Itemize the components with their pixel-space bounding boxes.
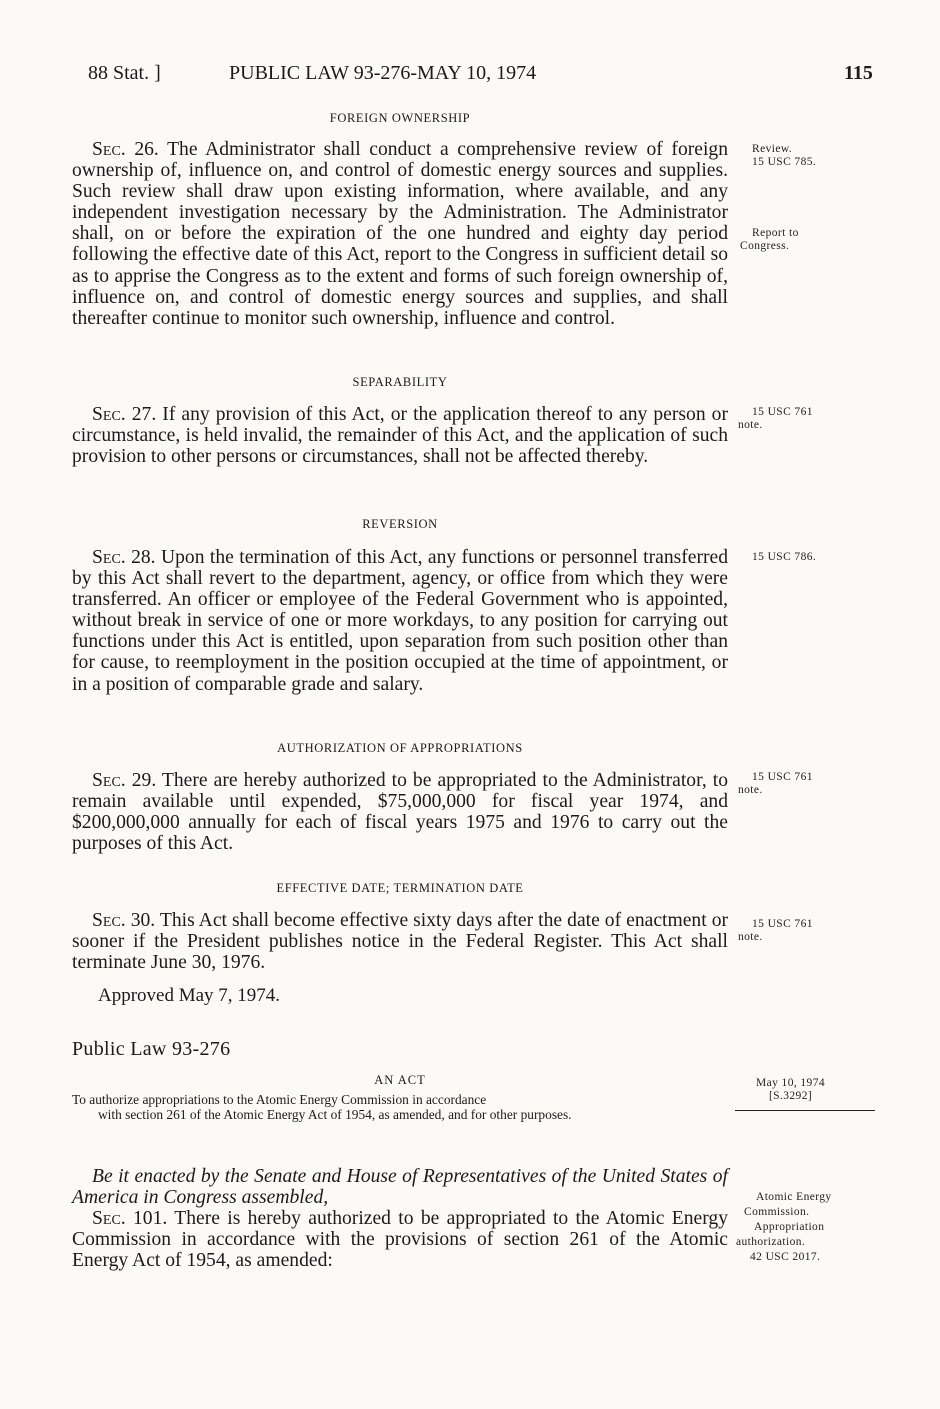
- section-body: There is hereby authorized to be appropriated to the Atomic Energy Commission in accordance with the provisions of section 261 of the Atomic Energy Act of 1954, as amended:: [72, 1208, 729, 1272]
- margin-note-aec: [734, 1190, 832, 1265]
- section-body: The Administrator shall conduct a comprehensive review of foreign ownership of, influence on, and control of domestic energy sources and supplies. Such review shall draw upon existing information, where available, and any independent investigation necessary by the Administration. The Administrator shall, on or before the expiration of the one hundred and eighty day period following the effective date of this Act, report to the Congress in sufficient detail so as to apprise the Congress as to the extent and forms of such foreign ownership of, influence on, and control of domestic energy sources and supplies, and shall thereafter continue to monitor such ownership, influence and control.: [72, 139, 728, 329]
- section-heading: SEPARABILITY: [352, 375, 448, 389]
- section-label: Sec. 101.: [92, 1208, 168, 1230]
- section-body: If any provision of this Act, or the application thereof to any person or circumstance, is held invalid, the remainder of this Act, and the application of such provision to other persons or circumstances, shall not be affected thereby.: [72, 404, 728, 468]
- approved-date: Approved May 7, 1974.: [98, 985, 281, 1006]
- note-line: Appropriation: [754, 1221, 825, 1233]
- note-line: Review.: [752, 143, 793, 155]
- margin-note-review: [752, 143, 816, 169]
- section-text: [72, 910, 728, 973]
- note-line: 15 USC 786.: [752, 551, 817, 563]
- section-heading: REVERSION: [362, 517, 438, 531]
- note-line: Atomic Energy: [756, 1191, 832, 1203]
- note-line: note.: [738, 784, 763, 796]
- section-label: Sec. 28.: [92, 547, 156, 568]
- enacting-block: [72, 1166, 728, 1271]
- enacting-clause: Be it enacted by the Senate and House of Representatives of the United States of America in Congress assembled,: [72, 1166, 728, 1209]
- section-label: Sec. 27.: [92, 404, 157, 425]
- section-body: Upon the termination of this Act, any functions or personnel transferred by this Act shall revert to the department, agency, or office from which they were transferred. An officer or employee of the Federal Government who is appointed, without break in service of one or more workdays, to any position for carrying out functions under this Act is entitled, upon separation from such position other than for cause, to reemployment in the position occupied at the time of appointment, or in a position of comparable grade and salary.: [72, 547, 729, 695]
- act-purpose: [72, 1092, 728, 1122]
- section-body: This Act shall become effective sixty days after the date of enactment or sooner if the President publishes notice in the Federal Register. This Act shall terminate June 30, 1976.: [72, 910, 729, 974]
- note-line: 15 USC 761: [752, 406, 813, 418]
- section-text: [72, 547, 728, 695]
- statute-reference: 88 Stat. ]: [88, 62, 161, 84]
- page-number: 115: [844, 62, 873, 84]
- note-line: Congress.: [740, 240, 790, 252]
- section-101: [72, 1208, 728, 1271]
- running-title: PUBLIC LAW 93-276-MAY 10, 1974: [229, 62, 537, 84]
- note-line: 15 USC 785.: [752, 156, 817, 168]
- public-law-title: Public Law 93-276: [72, 1038, 231, 1060]
- section-29: [72, 741, 728, 854]
- section-label: Sec. 29.: [92, 770, 157, 791]
- margin-note-separability: [738, 406, 813, 432]
- section-body: There are hereby authorized to be appropriated to the Administrator, to remain available until expended, $75,000,000 for fiscal year 1974, and $200,000,000 annually for each of fiscal years 1975 and 1976 to carry out the purposes of this Act.: [72, 770, 728, 855]
- section-text: [72, 139, 728, 329]
- note-line: note.: [738, 419, 763, 431]
- note-line: [S.3292]: [768, 1090, 813, 1102]
- section-26: [72, 111, 728, 329]
- section-text: [72, 404, 728, 467]
- margin-note-effective-date: [738, 918, 813, 944]
- section-heading: FOREIGN OWNERSHIP: [329, 111, 471, 125]
- purpose-line-1: To authorize appropriations to the Atomic Energy Commission in accordance: [72, 1092, 487, 1107]
- note-line: Report to: [752, 227, 799, 239]
- margin-note-authorization: [738, 771, 813, 797]
- note-line: Commission.: [744, 1206, 810, 1218]
- section-28: [72, 517, 728, 695]
- note-line: 42 USC 2017.: [750, 1251, 821, 1263]
- section-heading: EFFECTIVE DATE; TERMINATION DATE: [276, 881, 524, 895]
- section-label: Sec. 30.: [92, 910, 156, 931]
- section-heading: AUTHORIZATION OF APPROPRIATIONS: [277, 741, 523, 755]
- margin-note-reversion: [752, 551, 816, 564]
- note-line: 15 USC 761: [752, 918, 813, 930]
- margin-note-report: [740, 227, 799, 253]
- section-30: [72, 881, 728, 973]
- note-line: note.: [738, 931, 763, 943]
- note-line: May 10, 1974: [756, 1077, 826, 1089]
- note-line: authorization.: [736, 1236, 806, 1248]
- purpose-line-2: with section 261 of the Atomic Energy Act of 1954, as amended, and for other purposes.: [98, 1107, 572, 1123]
- section-label: Sec. 26.: [92, 139, 159, 160]
- section-text: [72, 770, 728, 854]
- section-27: [72, 375, 728, 467]
- an-act-heading: AN ACT: [374, 1073, 426, 1087]
- margin-rule: [735, 1110, 875, 1111]
- margin-note-enactment: [756, 1077, 825, 1103]
- note-line: 15 USC 761: [752, 771, 813, 783]
